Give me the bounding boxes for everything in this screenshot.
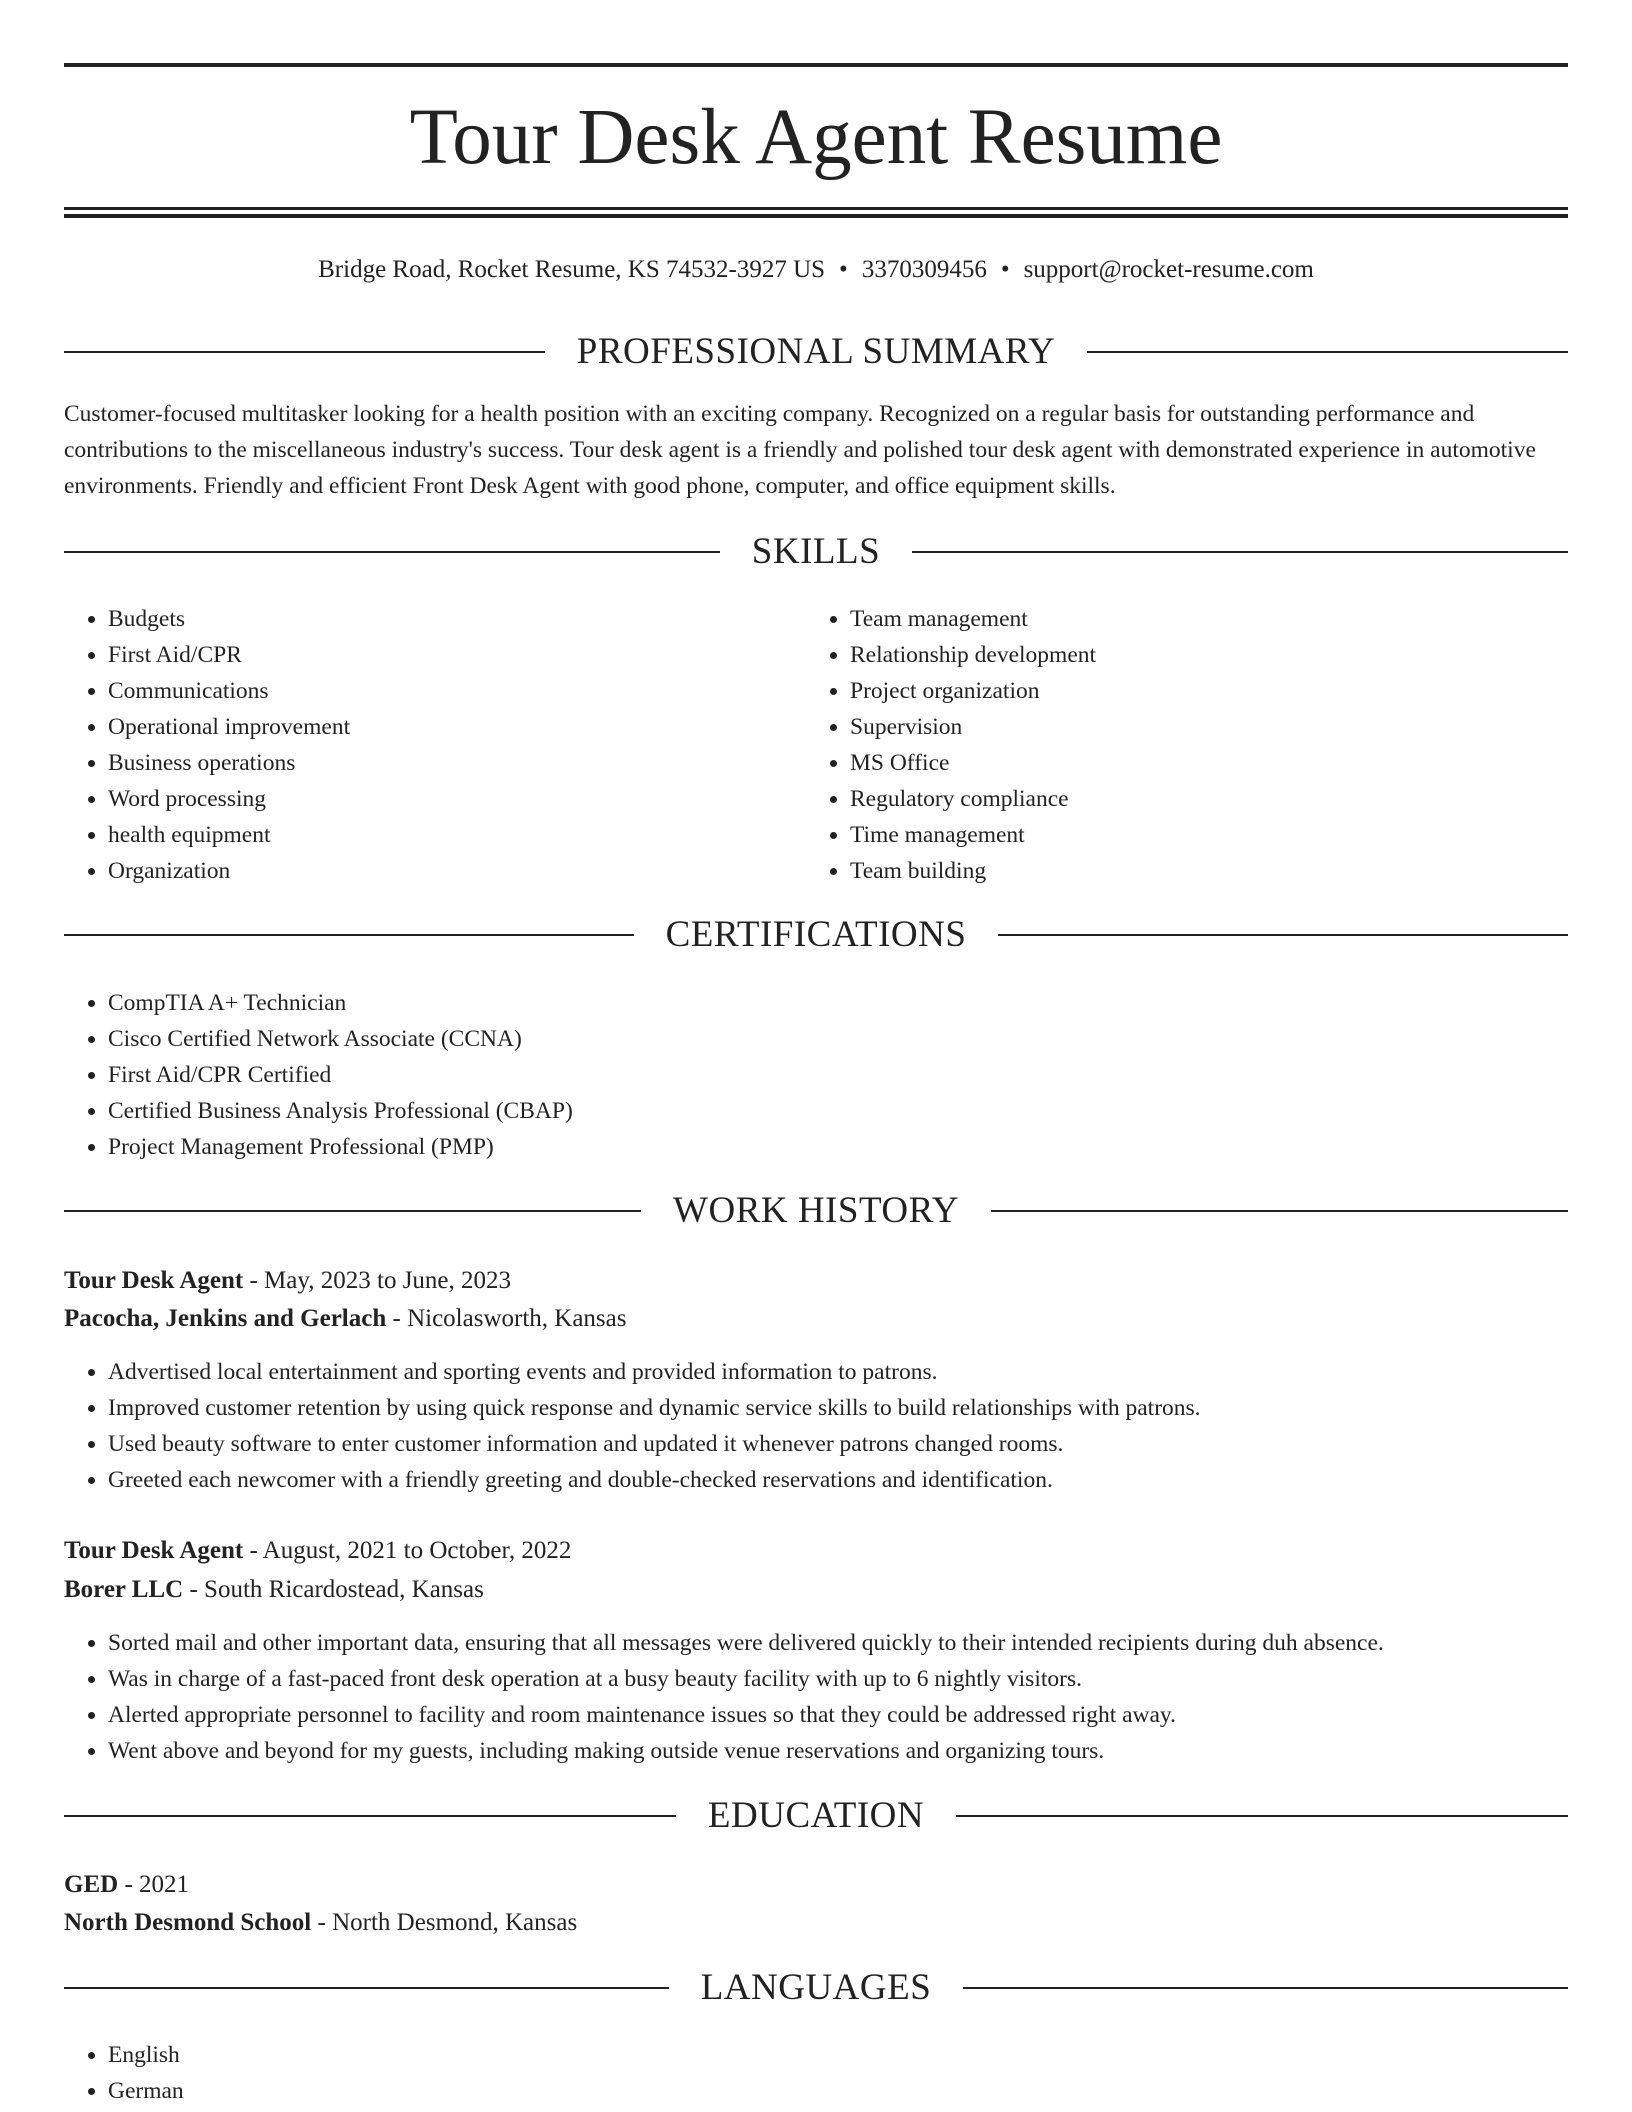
section-title: EDUCATION	[707, 1795, 925, 1836]
divider	[991, 1210, 1568, 1212]
divider	[64, 1815, 676, 1817]
email: support@rocket-resume.com	[1023, 256, 1314, 283]
divider	[963, 1987, 1568, 1989]
education-school: North Desmond School	[64, 1909, 312, 1936]
job-bullet: • Advertised local entertainment and sporting events and provided information to patrons.	[108, 1354, 1608, 1390]
section-title: LANGUAGES	[700, 1967, 932, 2008]
skill-item: • health equipment	[108, 817, 808, 853]
separator: •	[1000, 256, 1010, 283]
skill-item: • Project organization	[850, 673, 1550, 709]
section-heading-skills	[64, 527, 1568, 577]
certification-item: • CompTIA A+ Technician	[108, 985, 1508, 1021]
skill-item: • Word processing	[108, 781, 808, 817]
job-dates: - May, 2023 to June, 2023	[243, 1267, 512, 1294]
job-bullet: • Greeted each newcomer with a friendly greeting and double-checked reservations and identification.	[108, 1462, 1608, 1498]
skill-item: • First Aid/CPR	[108, 637, 808, 673]
skills-list-right	[806, 601, 1550, 889]
job-company-line	[64, 1300, 1568, 1338]
education-location: - North Desmond, Kansas	[311, 1909, 578, 1936]
job-company-line	[64, 1571, 1568, 1609]
job-location: - Nicolasworth, Kansas	[386, 1305, 627, 1332]
language-item: • German	[108, 2073, 808, 2109]
address: Bridge Road, Rocket Resume, KS 74532-3927 US	[318, 256, 826, 283]
skill-item: • Relationship development	[850, 637, 1550, 673]
job-bullet: • Was in charge of a fast-paced front desk operation at a busy beauty facility with up to 6 nightly visitors.	[108, 1661, 1608, 1697]
skill-item: • Time management	[850, 817, 1550, 853]
certification-item: • Project Management Professional (PMP)	[108, 1129, 1508, 1165]
job-dates: - August, 2021 to October, 2022	[243, 1537, 572, 1564]
languages-list	[64, 2037, 808, 2109]
job-bullet: • Improved customer retention by using quick response and dynamic service skills to build relationships with patrons.	[108, 1390, 1608, 1426]
job-bullets	[64, 1354, 1608, 1498]
skill-item: • Team management	[850, 601, 1550, 637]
job-title-line	[64, 1532, 1568, 1570]
section-title: CERTIFICATIONS	[665, 914, 967, 955]
separator: •	[839, 256, 848, 283]
certification-item: • Cisco Certified Network Associate (CCNA)	[108, 1021, 1508, 1057]
job-bullets	[64, 1625, 1608, 1769]
job-title: Tour Desk Agent	[64, 1267, 244, 1294]
job-bullet: • Sorted mail and other important data, ensuring that all messages were delivered quickly to their intended recipients during duh absence.	[108, 1625, 1608, 1661]
section-heading-work-history	[64, 1186, 1568, 1236]
skill-item: • Operational improvement	[108, 709, 808, 745]
job-company: Borer LLC	[64, 1576, 184, 1603]
section-title: WORK HISTORY	[673, 1190, 959, 1231]
section-heading-education	[64, 1791, 1568, 1841]
job-title-line	[64, 1262, 1568, 1300]
skill-item: • Organization	[108, 853, 808, 889]
section-heading-summary	[64, 327, 1568, 377]
divider	[912, 551, 1568, 553]
divider	[64, 934, 634, 936]
section-title: SKILLS	[751, 531, 881, 572]
divider	[956, 1815, 1568, 1817]
title-double-rule	[64, 207, 1568, 218]
divider	[64, 351, 545, 353]
skill-item: • MS Office	[850, 745, 1550, 781]
job-bullet: • Alerted appropriate personnel to facility and room maintenance issues so that they could be addressed right away.	[108, 1697, 1608, 1733]
top-rule	[64, 63, 1568, 67]
certification-item: • Certified Business Analysis Professional (CBAP)	[108, 1093, 1508, 1129]
skill-item: • Budgets	[108, 601, 808, 637]
summary-text: Customer-focused multitasker looking for a health position with an exciting company. Recognized on a regular basis for outstanding performance and contributions to the miscellaneous industry's success. Tour desk agent is a friendly and polished tour desk agent with demonstrated experience in automotive environments. Friendly and efficient Front Desk Agent with good phone, computer, and office equipment skills.	[64, 401, 1536, 499]
skill-item: • Business operations	[108, 745, 808, 781]
education-degree: GED	[64, 1871, 119, 1898]
resume-title: Tour Desk Agent Resume	[409, 94, 1223, 181]
job-company: Pacocha, Jenkins and Gerlach	[64, 1305, 387, 1332]
skill-item: • Communications	[108, 673, 808, 709]
certification-item: • First Aid/CPR Certified	[108, 1057, 1508, 1093]
section-title: PROFESSIONAL SUMMARY	[576, 331, 1056, 372]
skill-item: • Regulatory compliance	[850, 781, 1550, 817]
divider	[1087, 351, 1568, 353]
section-heading-certifications	[64, 910, 1568, 960]
contact-line	[64, 252, 1568, 288]
divider	[64, 551, 720, 553]
job-location: - South Ricardostead, Kansas	[183, 1576, 484, 1603]
phone: 3370309456	[861, 256, 987, 283]
education-school-line	[64, 1904, 1568, 1942]
divider	[64, 1210, 641, 1212]
education-degree-line	[64, 1866, 1568, 1904]
certifications-list	[64, 985, 1508, 1165]
education-year: - 2021	[118, 1871, 190, 1898]
language-item: • English	[108, 2037, 808, 2073]
skill-item: • Supervision	[850, 709, 1550, 745]
skills-list-left	[64, 601, 808, 889]
job-title: Tour Desk Agent	[64, 1537, 244, 1564]
divider	[998, 934, 1568, 936]
divider	[64, 1987, 669, 1989]
job-bullet: • Went above and beyond for my guests, including making outside venue reservations and organizing tours.	[108, 1733, 1608, 1769]
job-bullet: • Used beauty software to enter customer information and updated it whenever patrons changed rooms.	[108, 1426, 1608, 1462]
section-heading-languages	[64, 1963, 1568, 2013]
skill-item: • Team building	[850, 853, 1550, 889]
